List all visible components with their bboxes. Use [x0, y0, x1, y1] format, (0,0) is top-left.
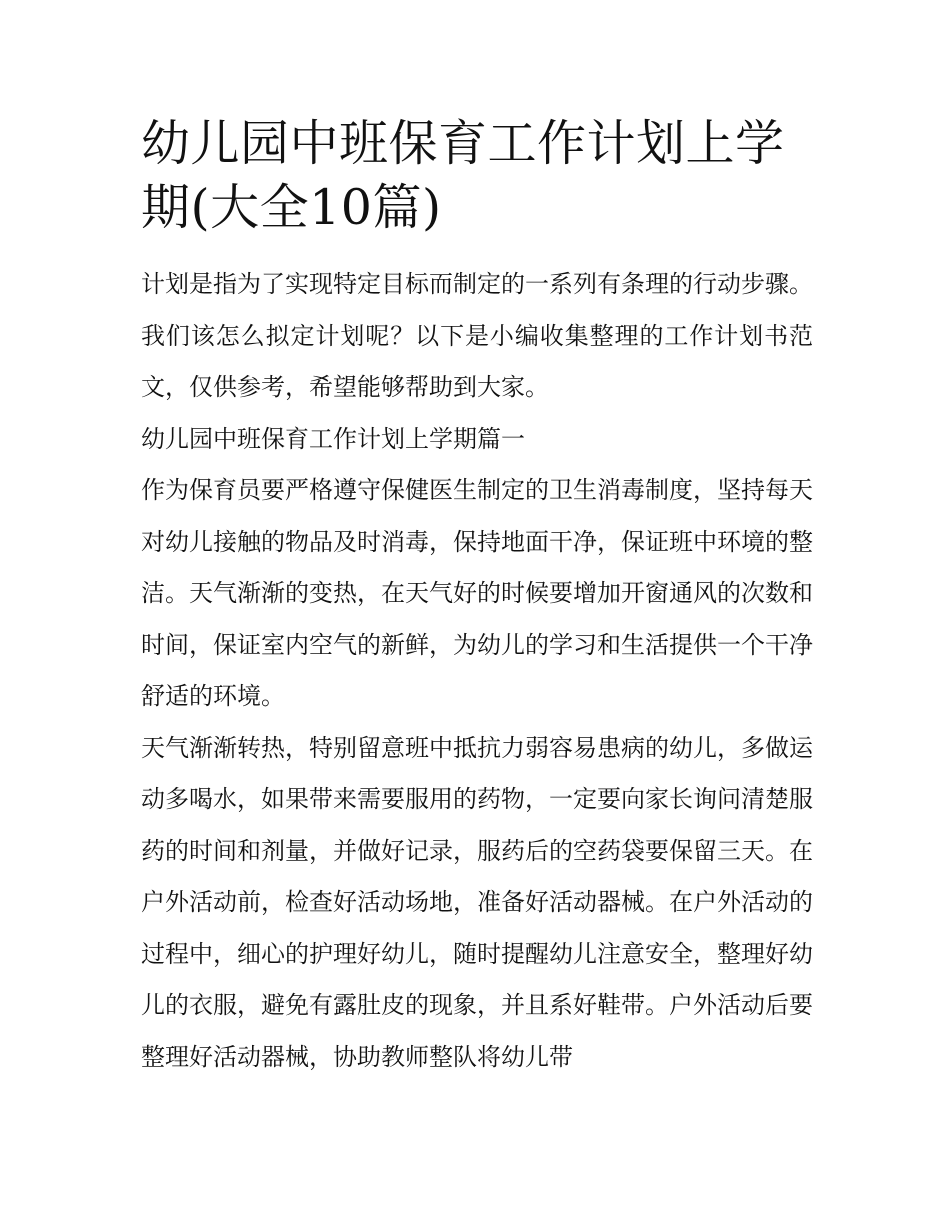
body-paragraph-hygiene: 作为保育员要严格遵守保健医生制定的卫生消毒制度，坚持每天对幼儿接触的物品及时消毒，保持地面干净，保证班中环境的整洁。天气渐渐的变热，在天气好的时候要增加开窗通风的次数和时间，保证室内空气的新鲜，为幼儿的学习和生活提供一个干净舒适的环境。	[141, 476, 813, 710]
document-page	[141, 112, 813, 1083]
body-paragraph-health: 天气渐渐转热，特别留意班中抵抗力弱容易患病的幼儿，多做运动多喝水，如果带来需要服用的药物，一定要向家长询问清楚服药的时间和剂量，并做好记录，服药后的空药袋要保留三天。在户外活动前，检查好活动场地，准备好活动器械。在户外活动的过程中，细心的护理好幼儿，随时提醒幼儿注意安全，整理好幼儿的衣服，避免有露肚皮的现象，并且系好鞋带。户外活动后要整理好活动器械，协助教师整队将幼儿带	[141, 733, 813, 1071]
intro-paragraph: 计划是指为了实现特定目标而制定的一系列有条理的行动步骤。我们该怎么拟定计划呢？以下是小编收集整理的工作计划书范文，仅供参考，希望能够帮助到大家。	[141, 270, 813, 401]
document-body	[141, 259, 813, 1083]
document-title: 幼儿园中班保育工作计划上学期(大全10篇)	[141, 115, 785, 236]
section-heading: 幼儿园中班保育工作计划上学期篇一	[141, 424, 525, 453]
